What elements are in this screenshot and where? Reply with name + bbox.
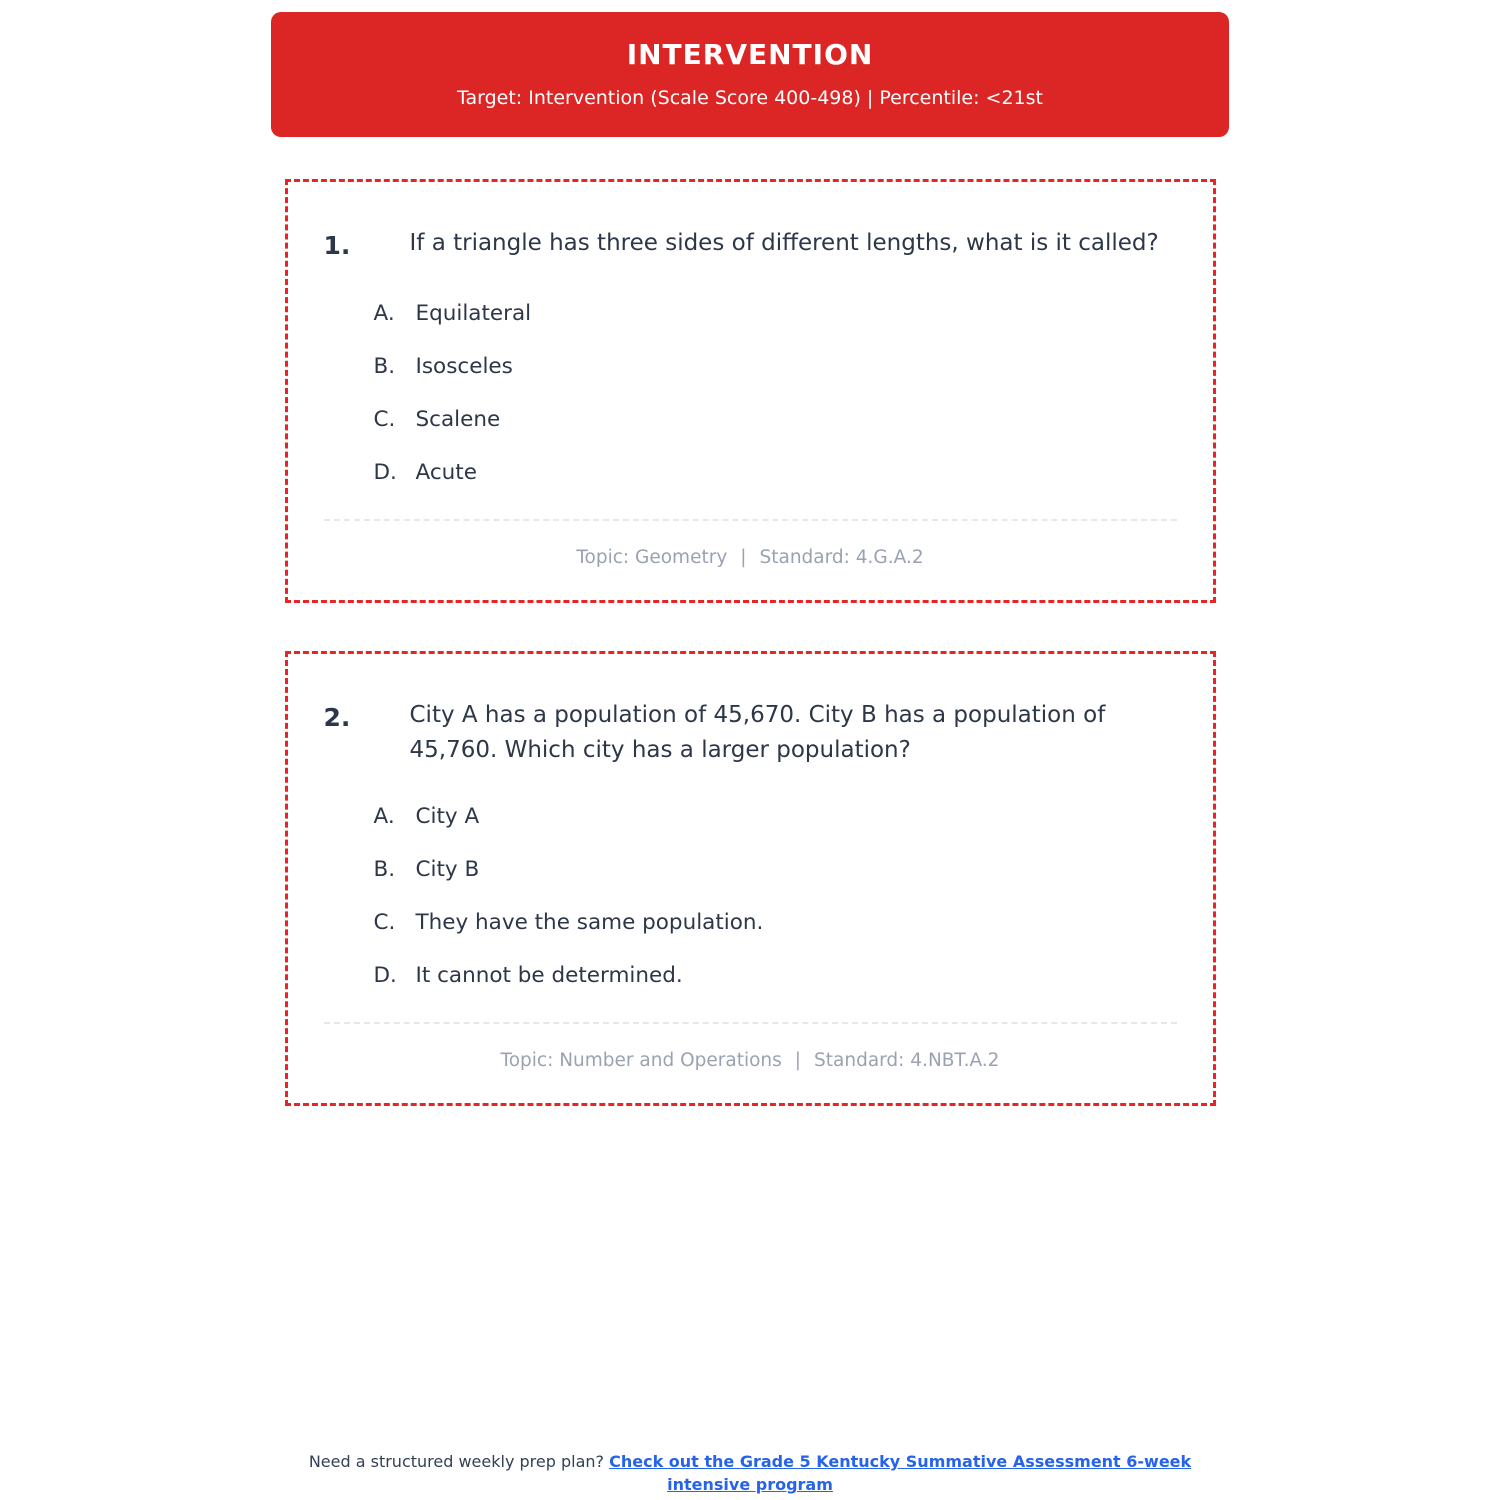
option-text: Equilateral: [415, 300, 532, 326]
option-letter: A.: [373, 803, 395, 829]
banner-subtitle: Target: Intervention (Scale Score 400-498) | Percentile: <21st: [457, 87, 1043, 109]
question-meta: [324, 1024, 1177, 1085]
topic-label: Topic: Number and Operations: [500, 1049, 782, 1071]
intervention-banner: [271, 12, 1229, 137]
option-letter: A.: [373, 300, 395, 326]
question-row: [324, 226, 1177, 266]
topic-label: Topic: Geometry: [576, 546, 728, 568]
option-letter: D.: [373, 962, 397, 988]
question-card-1: [285, 179, 1216, 603]
answer-option-d: [374, 459, 1177, 487]
question-text: If a triangle has three sides of different lengths, what is it called?: [409, 230, 1159, 256]
answer-option-a: [374, 300, 1177, 328]
option-text: City B: [415, 856, 480, 882]
option-text: Scalene: [415, 406, 501, 432]
option-text: They have the same population.: [415, 909, 764, 935]
option-text: City A: [415, 803, 480, 829]
answer-option-c: [374, 406, 1177, 434]
question-card-2: [285, 651, 1216, 1106]
meta-separator: |: [740, 546, 747, 568]
answer-option-a: [374, 803, 1177, 831]
answer-option-b: [374, 856, 1177, 884]
question-row: [324, 698, 1177, 769]
standard-label: Standard: 4.G.A.2: [759, 546, 924, 568]
question-text: City A has a population of 45,670. City B has a population of 45,760. Which city has a larger population?: [409, 701, 1106, 764]
options-list: [324, 300, 1177, 487]
footer-program-link[interactable]: Check out the Grade 5 Kentucky Summative Assessment 6-week intensive program: [609, 1452, 1192, 1495]
meta-separator: |: [794, 1049, 802, 1071]
standard-label: Standard: 4.NBT.A.2: [814, 1049, 1000, 1071]
option-letter: D.: [373, 459, 397, 485]
page-footer: [0, 1450, 1500, 1496]
question-meta: [324, 521, 1177, 582]
options-list: [324, 803, 1177, 990]
option-text: Acute: [415, 459, 477, 485]
answer-option-c: [374, 909, 1177, 937]
question-number: 2.: [323, 702, 351, 732]
option-text: It cannot be determined.: [415, 962, 683, 988]
banner-title: INTERVENTION: [626, 38, 874, 71]
option-letter: B.: [373, 353, 396, 379]
option-letter: C.: [373, 909, 396, 935]
option-letter: C.: [373, 406, 396, 432]
option-letter: B.: [373, 856, 396, 882]
answer-option-b: [374, 353, 1177, 381]
question-number: 1.: [323, 231, 351, 260]
answer-option-d: [374, 962, 1177, 990]
footer-prompt: Need a structured weekly prep plan?: [308, 1452, 610, 1471]
option-text: Isosceles: [415, 353, 513, 379]
